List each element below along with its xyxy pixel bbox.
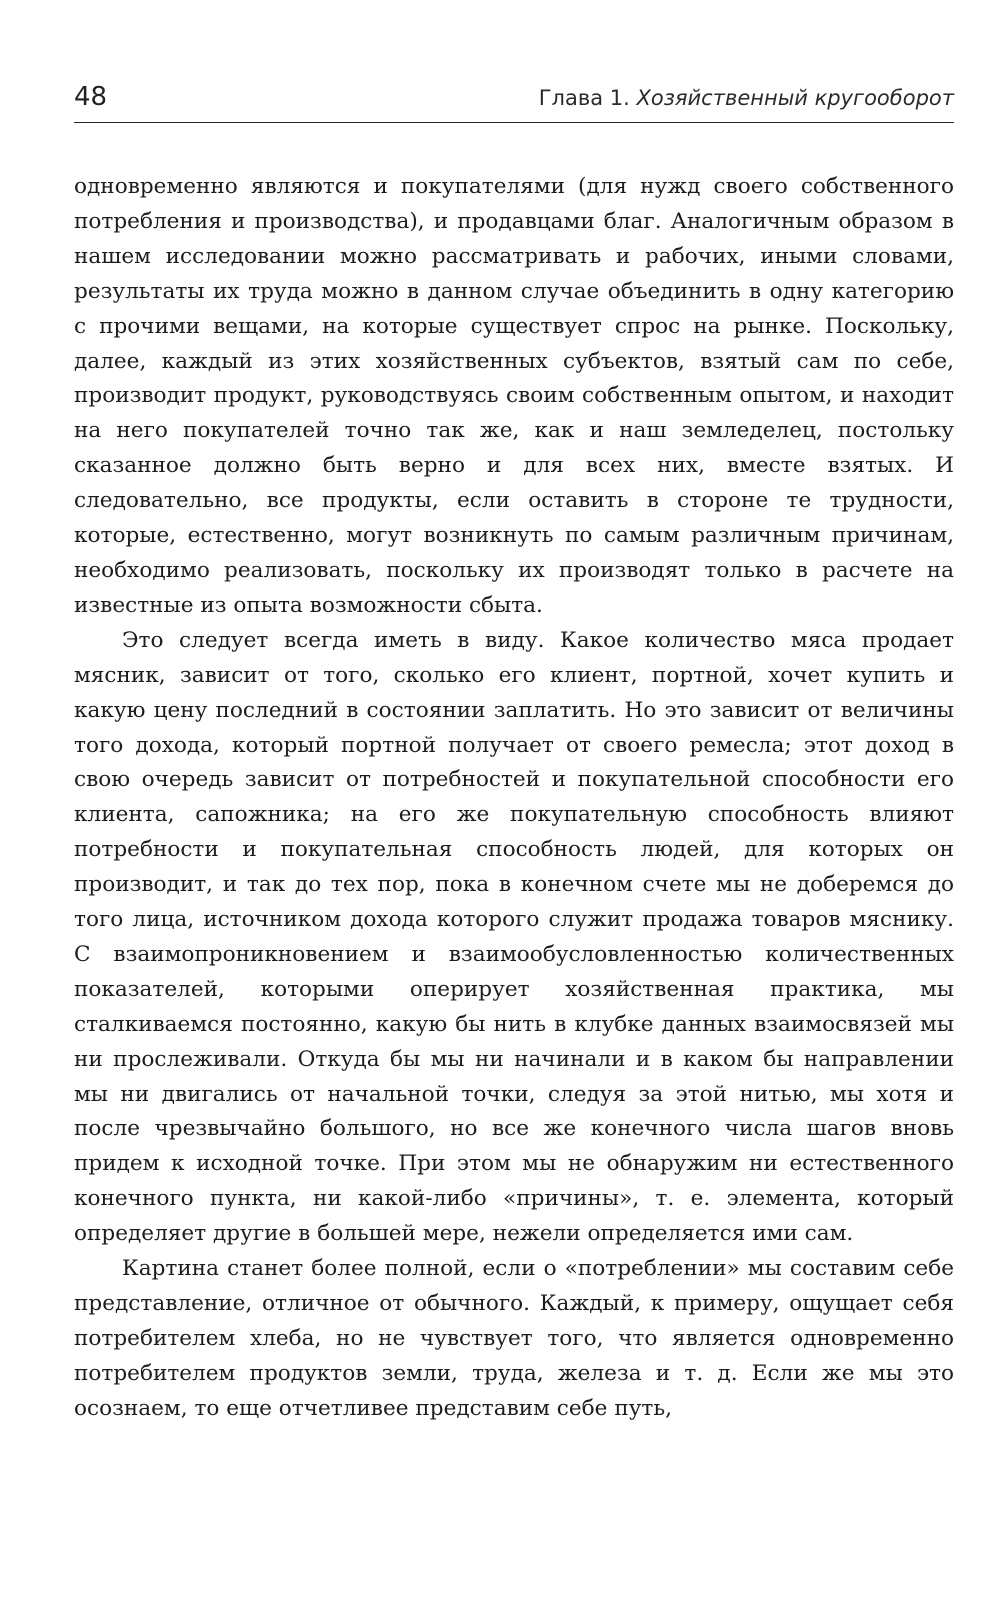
paragraph-continued: одновременно являются и покупателями (для нужд своего собственного потребления и производства), и продавцами благ. Аналогичным образом в нашем исследовании можно рассматривать и рабочих, иными словами, результаты их труда можно в данном случае объединить в одну категорию с прочими вещами, на которые существует спрос на рынке. Поскольку, далее, каждый из этих хозяйственных субъектов, взятый сам по себе, производит продукт, руководствуясь своим собственным опытом, и находит на него покупателей точно так же, как и наш земледелец, постольку сказанное должно быть верно и для всех них, вместе взятых. И следовательно, все продукты, если оставить в стороне те трудности, которые, естественно, могут возникнуть по самым различным причинам, необходимо реализовать, поскольку их производят только в расчете на известные из опыта возможности сбыта. <box>74 174 954 618</box>
chapter-title: Хозяйственный кругооборот <box>636 86 954 110</box>
chapter-label: Глава 1. <box>538 86 630 110</box>
paragraph: Это следует всегда иметь в виду. Какое количество мяса продает мясник, зависит от того, сколько его клиент, портной, хочет купить и какую цену последний в состоянии заплатить. Но это зависит от величины того дохода, который портной получает от своего ремесла; этот доход в свою очередь зависит от потребностей и покупательной способности его клиента, сапожника; на его же покупательную способность влияют потребности и покупательная способность людей, для которых он производит, и так до тех пор, пока в конечном счете мы не доберемся до того лица, источником дохода которого служит продажа товаров мяснику. С взаимопроникновением и взаимообусловленностью количественных показателей, которыми оперирует хозяйственная практика, мы сталкиваемся постоянно, какую бы нить в клубке данных взаимосвязей мы ни прослеживали. Откуда бы мы ни начинали и в каком бы направлении мы ни двигались от начальной точки, следуя за этой нитью, мы хотя и после чрезвычайно большого, но все же конечного числа шагов вновь придем к исходной точке. При этом мы не обнаружим ни естественного конечного пункта, ни какой-либо «причины», т. е. элемента, который определяет другие в большей мере, нежели определяется ими сам. <box>74 627 954 1247</box>
page-header <box>74 78 954 123</box>
paragraph: Картина станет более полной, если о «потреблении» мы составим себе представление, отличное от обычного. Каждый, к примеру, ощущает себя потребителем хлеба, но не чувствует того, что является одновременно потребителем продуктов земли, труда, железа и т. д. Если же мы это осознаем, то еще отчетливее представим себе путь, <box>74 1256 954 1421</box>
running-head <box>539 86 954 110</box>
page-body <box>74 170 954 1427</box>
page-number: 48 <box>74 82 108 112</box>
